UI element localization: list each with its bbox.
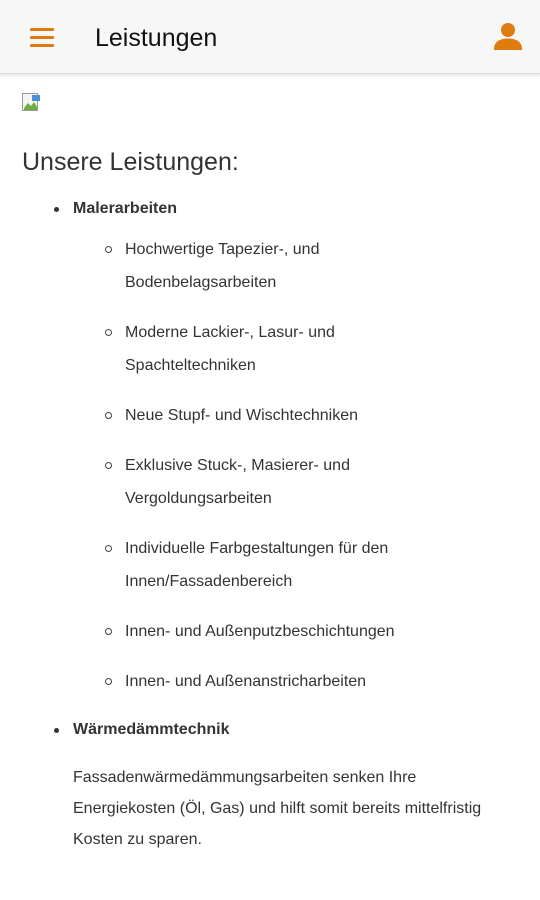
broken-image-icon <box>22 93 42 113</box>
app-bar <box>0 0 540 74</box>
malerarbeiten-sub-list <box>73 233 540 698</box>
services-list <box>0 192 540 855</box>
service-malerarbeiten <box>0 192 540 698</box>
list-item: Moderne Lackier-, Lasur- und Spachteltechniken <box>73 316 455 382</box>
account-button[interactable] <box>490 18 526 54</box>
list-item: Individuelle Farbgestaltungen für den Innen/Fassadenbereich <box>73 532 455 598</box>
list-item: Innen- und Außenanstricharbeiten <box>73 665 455 698</box>
list-item: Exklusive Stuck-, Masierer- und Vergoldungsarbeiten <box>73 449 455 515</box>
person-icon <box>490 18 526 54</box>
list-item: Innen- und Außenputzbeschichtungen <box>73 615 455 648</box>
menu-button[interactable] <box>22 19 62 55</box>
service-waermedaemmtechnik <box>0 713 540 855</box>
list-item: Neue Stupf- und Wischtechniken <box>73 399 455 432</box>
page-title: Leistungen <box>95 24 218 52</box>
section-heading: Unsere Leistungen: <box>22 148 239 176</box>
service-label: Wärmedämmtechnik <box>73 721 230 738</box>
service-description: Fassadenwärmedämmungsarbeiten senken Ihre Energiekosten (Öl, Gas) und hilft somit bereits mittelfristig Kosten zu sparen. <box>73 769 482 848</box>
list-item: Hochwertige Tapezier-, und Bodenbelagsarbeiten <box>73 233 455 299</box>
service-label: Malerarbeiten <box>73 200 178 217</box>
